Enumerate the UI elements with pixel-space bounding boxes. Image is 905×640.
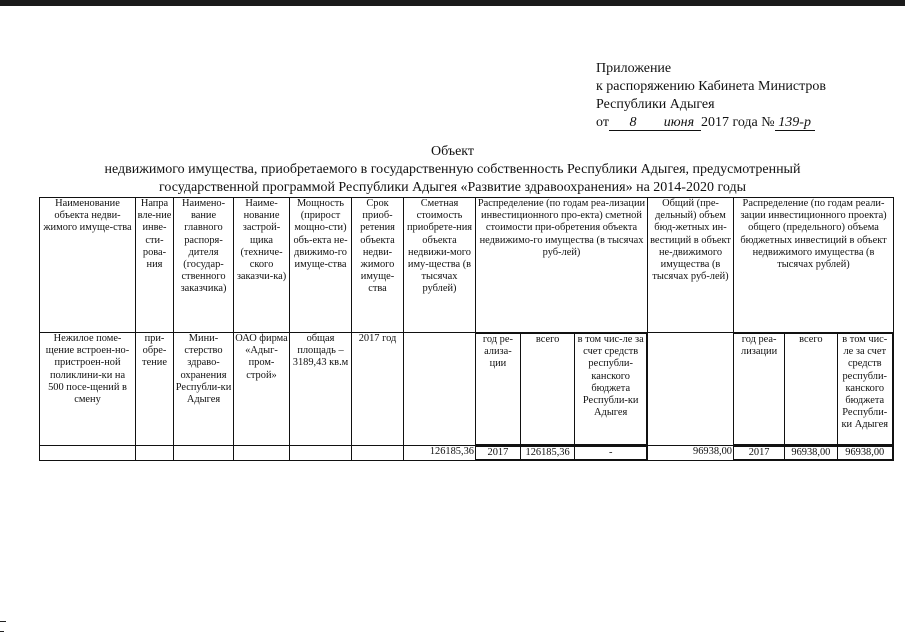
- budget-total-value: 96938,00: [785, 447, 837, 460]
- budget-distribution-cell: [734, 333, 894, 446]
- date-day: 8: [609, 116, 657, 131]
- header-cell: Мощность (прирост мощно-сти) объ-екта не-движимо-го имуще-ства: [290, 198, 352, 333]
- budget-subtable: [734, 333, 893, 445]
- document-title: [0, 143, 905, 197]
- header-row: [40, 198, 894, 333]
- date-year-text: 2017 года №: [700, 115, 775, 130]
- budget-including-value: 96938,00: [837, 447, 892, 460]
- header-cell: Общий (пре-дельный) объем бюд-жетных ин-вестиций в объект не-движимого имущества (в тысячах руб-лей): [648, 198, 734, 333]
- cost-total-value: 126185,36: [520, 447, 575, 460]
- sub-header-year: год реа-лизации: [734, 334, 785, 445]
- object-table: [39, 197, 894, 461]
- date-prefix: от: [596, 115, 609, 130]
- estimated-cost-cell: [404, 333, 476, 446]
- budget-volume-cell: [648, 333, 734, 446]
- totals-row: [40, 446, 894, 461]
- sub-header-including: в том чис-ле за счет средств республи-канского бюджета Республи-ки Адыгея: [575, 334, 647, 445]
- cost-including-value: -: [575, 447, 647, 460]
- cost-subtable: [476, 333, 647, 445]
- investment-direction: при-обре-тение: [136, 333, 174, 446]
- header-cell: Распределение (по годам реа-лизации инвестиционного про-екта) сметной стоимости при-обретения объекта недвижимо-го имущества (в тысячах руб-лей): [476, 198, 648, 333]
- sub-header-total: всего: [520, 334, 575, 445]
- header-cell: Срок приоб-ретения объекта недви-жимого имуще-ства: [352, 198, 404, 333]
- acquisition-term: 2017 год: [352, 333, 404, 446]
- cost-totals: [476, 446, 647, 460]
- budget-totals: [734, 446, 893, 460]
- title-line-2: недвижимого имущества, приобретаемого в государственную собственность Республики Адыгея, предусмотренный: [104, 162, 801, 177]
- scan-top-edge: [0, 0, 905, 6]
- scan-speck: [0, 621, 6, 622]
- appendix-ref: к распоряжению Кабинета Министров: [596, 79, 827, 94]
- budget-year-value: 2017: [734, 447, 785, 460]
- scan-speck: [0, 631, 4, 632]
- header-cell: Наимено-вание главного распоря-дителя (государ-ственного заказчика): [174, 198, 234, 333]
- appendix-region: Республики Адыгея: [596, 97, 715, 112]
- sub-header-year: год ре-ализа-ции: [476, 334, 520, 445]
- header-cell: Наименование объекта недви-жимого имуще-ства: [40, 198, 136, 333]
- header-cell: Распределение (по годам реали-зации инвестиционного проекта) общего (предельного) объема бюджетных инвестиций в объект недвижимого имущества (в тысячах рублей): [734, 198, 894, 333]
- main-manager: Мини-стерство здраво-охранения Республи-ки Адыгея: [174, 333, 234, 446]
- document-number: 139-р: [775, 116, 815, 131]
- sub-header-total: всего: [785, 334, 837, 445]
- date-month: июня: [657, 116, 701, 131]
- appendix-title: Приложение: [596, 61, 672, 76]
- header-cell: Сметная стоимость приобрете-ния объекта недвижи-мого иму-щества (в тысячах рублей): [404, 198, 476, 333]
- budget-volume-value: 96938,00: [648, 446, 734, 461]
- appendix-date-line: [596, 114, 826, 132]
- cost-year-value: 2017: [476, 447, 520, 460]
- object-name: Нежилое поме-щение встроен-но-пристроен-ной поликлини-ки на 500 посе-щений в смену: [40, 333, 136, 446]
- title-line-1: Объект: [430, 144, 475, 159]
- header-cell: Наиме-нование застрой-щика (техниче-ского заказчи-ка): [234, 198, 290, 333]
- header-cell: Напра вле-ние инве-сти-рова-ния: [136, 198, 174, 333]
- table-row: [40, 333, 894, 446]
- capacity: общая площадь – 3189,43 кв.м: [290, 333, 352, 446]
- estimated-cost-value: 126185,36: [404, 446, 476, 461]
- title-line-3: государственной программой Республики Адыгея «Развитие здравоохранения» на 2014-2020 годы: [159, 180, 746, 195]
- appendix-block: [596, 60, 826, 132]
- sub-header-including: в том чис-ле за счет средств республи-канского бюджета Республи-ки Адыгея: [837, 334, 892, 445]
- developer: ОАО фирма «Адыг-пром-строй»: [234, 333, 290, 446]
- cost-distribution-cell: [476, 333, 648, 446]
